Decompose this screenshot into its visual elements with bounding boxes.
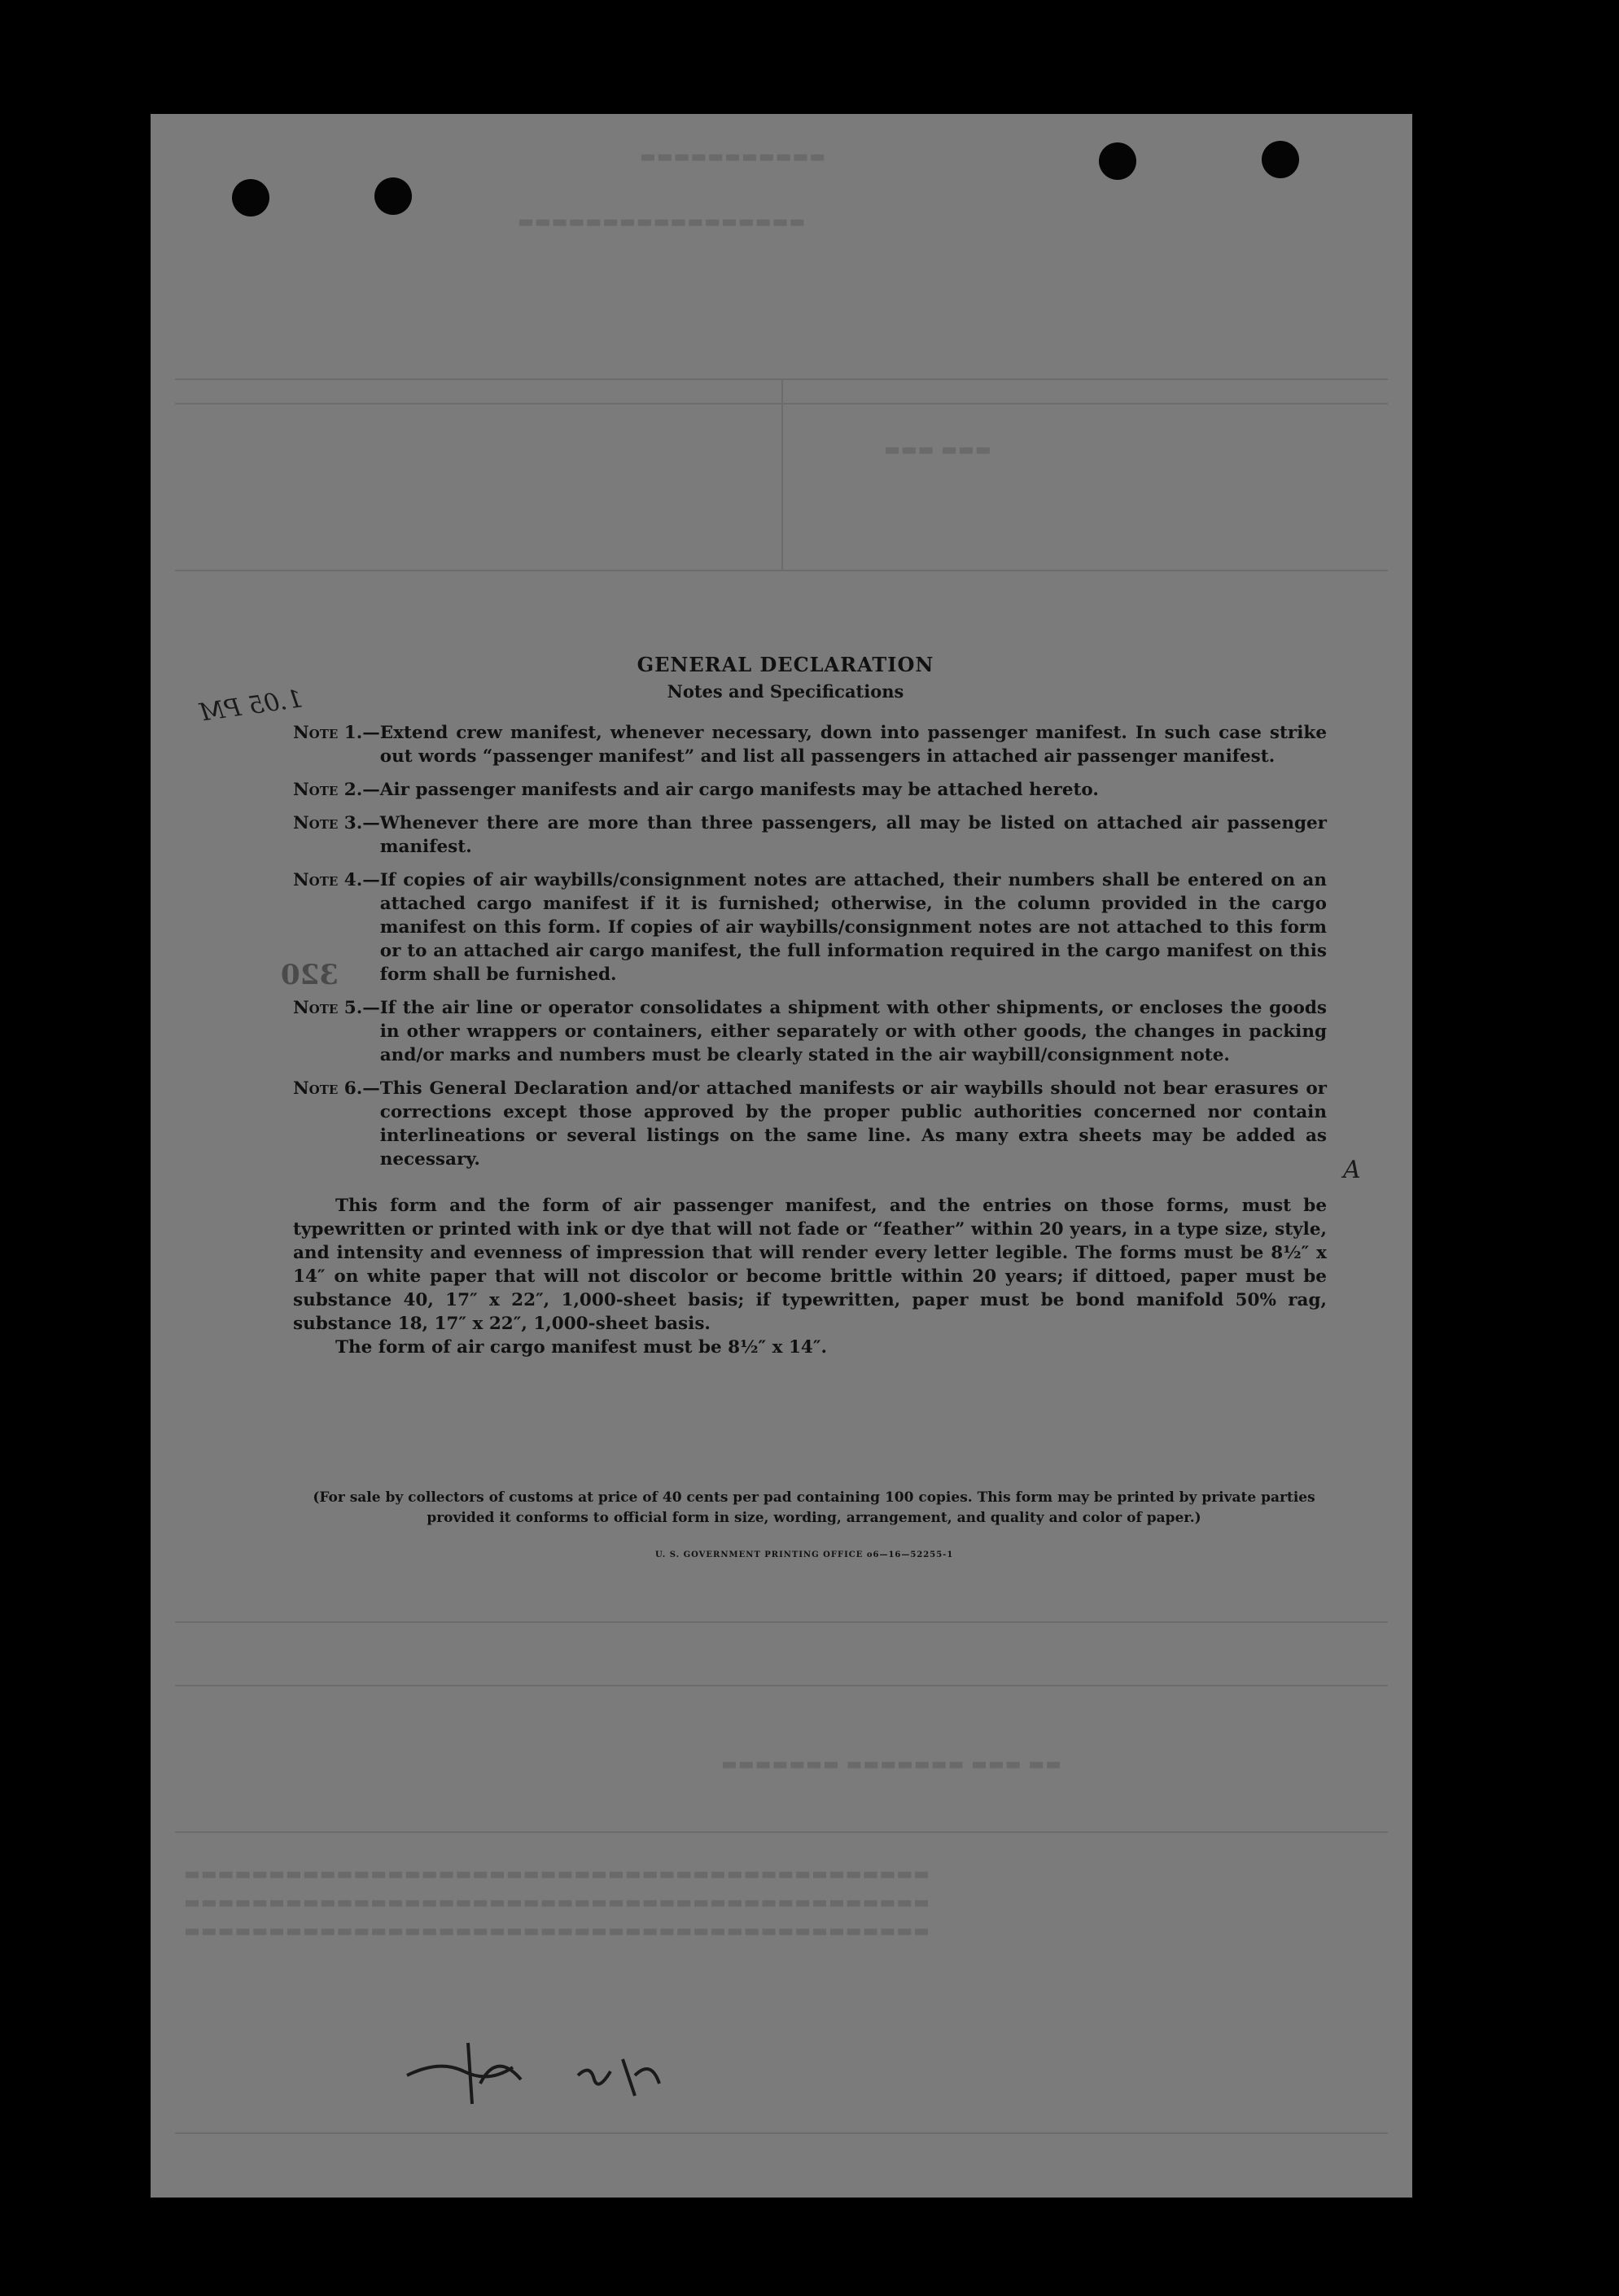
- signature: [391, 2027, 667, 2116]
- bleed-through-text: ▬▬ ▬▬▬ ▬▬▬▬▬▬▬ ▬▬▬▬▬▬▬: [720, 1754, 1062, 1773]
- declaration-title: GENERAL DECLARATION: [637, 653, 934, 676]
- note-2: [293, 778, 1327, 802]
- note-6: [293, 1077, 1327, 1171]
- note-text: If the air line or operator consolidates a shipment with other shipments, or encloses the goods in other wrappers or containers, either separately or with other goods, the changes in packing and/or marks and numbers must be clearly stated in the air waybill/consignment note.: [379, 998, 1327, 1065]
- note-text: If copies of air waybills/consignment notes are attached, their numbers shall be entered on an attached cargo manifest if it is furnished; otherwise, in the column provided in the cargo manifest on this form. If copies of air waybills/consignment notes are not attached to this form or to an attached air cargo manifest, the full information required in the cargo manifest on this form shall be furnished.: [379, 870, 1327, 985]
- bleed-through-text: ▬▬▬▬▬▬▬▬▬▬▬▬▬▬▬▬▬▬▬▬▬▬▬▬▬▬▬▬▬▬▬▬▬▬▬▬▬▬▬▬▬▬▬▬: [183, 1892, 930, 1912]
- note-label: Note 5.—: [293, 998, 380, 1018]
- bleed-through-text: ▬▬▬▬▬▬▬▬▬▬▬▬▬▬▬▬▬▬▬▬▬▬▬▬▬▬▬▬▬▬▬▬▬▬▬▬▬▬▬▬▬▬▬▬: [183, 1921, 930, 1940]
- declaration-subtitle: Notes and Specifications: [667, 681, 904, 702]
- margin-mark: A: [1343, 1156, 1361, 1184]
- note-label: Note 2.—: [293, 780, 380, 800]
- punch-hole: [374, 177, 412, 215]
- bleed-through-line: [781, 378, 783, 570]
- printer-imprint: U. S. GOVERNMENT PRINTING OFFICE o6—16—52255-1: [655, 1550, 954, 1559]
- punch-hole: [1099, 142, 1136, 180]
- note-4: [293, 868, 1327, 986]
- note-text: Whenever there are more than three passengers, all may be listed on attached air passenger manifest.: [379, 813, 1327, 857]
- notes-section: [293, 653, 1327, 1359]
- note-label: Note 1.—: [293, 723, 380, 743]
- note-label: Note 3.—: [293, 813, 380, 833]
- stamp-number: 320: [281, 959, 339, 991]
- punch-hole: [1262, 141, 1299, 178]
- bleed-through-text: ▬▬▬▬▬▬▬▬▬▬▬: [639, 147, 826, 166]
- bleed-through-line: [175, 2132, 1388, 2134]
- cargo-size-line: The form of air cargo manifest must be 8½″ x 14″.: [335, 1337, 827, 1358]
- bleed-through-text: ▬▬▬▬▬▬▬▬▬▬▬▬▬▬▬▬▬: [517, 212, 806, 231]
- bleed-through-text: ▬▬▬ ▬▬▬: [883, 440, 991, 459]
- note-5: [293, 996, 1327, 1067]
- bleed-through-line: [175, 570, 1388, 571]
- handwritten-time: 1.05 PM: [198, 684, 305, 728]
- note-text: Extend crew manifest, whenever necessary, down into passenger manifest. In such case strike out words “passenger manifest” and list all passengers in attached air passenger manifest.: [379, 723, 1327, 767]
- note-label: Note 6.—: [293, 1078, 380, 1099]
- note-3: [293, 811, 1327, 859]
- document-sheet: [151, 114, 1412, 2198]
- sale-notice: (For sale by collectors of customs at price of 40 cents per pad containing 100 copies. This form may be printed by private parties provided it conforms to official form in size, wording, arrangement, and quality and color of paper.): [313, 1489, 1315, 1526]
- bleed-through-line: [175, 1621, 1388, 1623]
- specification-paragraph: This form and the form of air passenger manifest, and the entries on those forms, must be typewritten or printed with ink or dye that will not fade or “feather” within 20 years, in a type size, style, and intensity and evenness of impression that will render every letter legible. The forms must be 8½″ x 14″ on white paper that will not discolor or become brittle within 20 years; if dittoed, paper must be substance 40, 17″ x 22″, 1,000-sheet basis; if typewritten, paper must be bond manifold 50% rag, substance 18, 17″ x 22″, 1,000-sheet basis.: [293, 1196, 1327, 1334]
- note-text: This General Declaration and/or attached manifests or air waybills should not bear erasures or corrections except those approved by the proper public authorities concerned nor contain interlineations or several listings on the same line. As many extra sheets may be added as necessary.: [379, 1078, 1327, 1170]
- bleed-through-line: [175, 1831, 1388, 1833]
- bleed-through-line: [175, 1685, 1388, 1686]
- bleed-through-text: ▬▬▬▬▬▬▬▬▬▬▬▬▬▬▬▬▬▬▬▬▬▬▬▬▬▬▬▬▬▬▬▬▬▬▬▬▬▬▬▬▬▬▬▬: [183, 1864, 930, 1883]
- punch-hole: [232, 179, 269, 216]
- note-text: Air passenger manifests and air cargo manifests may be attached hereto.: [379, 780, 1099, 800]
- note-1: [293, 721, 1327, 768]
- note-label: Note 4.—: [293, 870, 380, 890]
